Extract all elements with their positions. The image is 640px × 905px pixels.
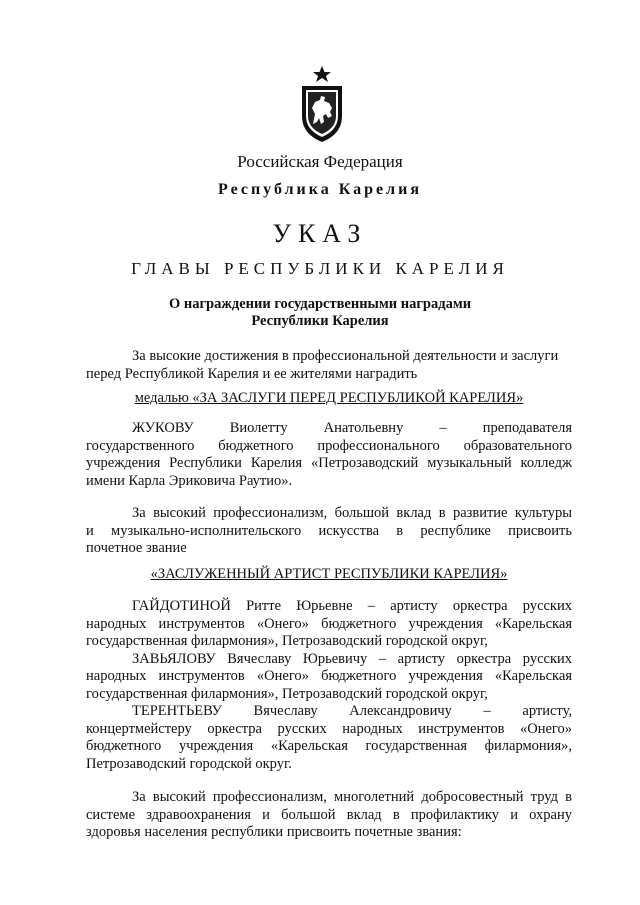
intro-paragraph xyxy=(86,789,572,842)
text-line: бюджетного учреждения «Карельская государственная филармония», xyxy=(86,738,572,754)
intro-paragraph xyxy=(86,505,572,558)
text-line: Петрозаводский городской округ. xyxy=(86,755,292,772)
award-title: медалью «ЗА ЗАСЛУГИ ПЕРЕД РЕСПУБЛИКОЙ КАРЕЛИЯ» xyxy=(134,390,524,406)
awardee-paragraph xyxy=(86,598,572,773)
text-line: ЗАВЬЯЛОВУ Вячеславу Юрьевичу – артисту оркестра русских xyxy=(132,650,572,667)
text-line: учреждения Республики Карелия «Петрозаводский музыкальный колледж xyxy=(86,455,572,471)
intro-paragraph xyxy=(86,348,572,383)
subject-line: О награждении государственными наградами xyxy=(168,296,472,312)
text-line: народных инструментов «Онего» бюджетного учреждения «Карельская xyxy=(86,615,572,632)
text-line: здоровья населения республики присвоить почетные звания: xyxy=(86,824,462,840)
text-line: государственного бюджетного профессионального образовательного xyxy=(86,437,572,454)
award-title: «ЗАСЛУЖЕННЫЙ АРТИСТ РЕСПУБЛИКИ КАРЕЛИЯ» xyxy=(150,566,508,582)
text-line: ЖУКОВУ Виолетту Анатольевну – преподавателя xyxy=(132,420,572,436)
text-line: и музыкально-исполнительского искусства в республике присвоить xyxy=(86,522,572,539)
award-medal xyxy=(86,390,572,407)
text-line: За высокий профессионализм, многолетний добросовестный труд в xyxy=(132,789,572,805)
text-line: государственная филармония», Петрозаводский городской округ, xyxy=(86,633,488,649)
award-honorary-title xyxy=(86,566,572,583)
text-line: государственная филармония», Петрозаводский городской округ, xyxy=(86,685,488,702)
text-line: имени Карла Эриковича Раутио». xyxy=(86,472,293,489)
awardee-paragraph xyxy=(86,420,572,490)
karelia-coat-of-arms-icon xyxy=(297,64,347,144)
head-title: ГЛАВЫ РЕСПУБЛИКИ КАРЕЛИЯ xyxy=(131,259,509,278)
decree-title: УКАЗ xyxy=(272,219,368,248)
text-line: системе здравоохранения и большой вклад в профилактику и охрану xyxy=(86,806,572,823)
text-line: ТЕРЕНТЬЕВУ Вячеславу Александровичу – артисту, xyxy=(132,703,572,719)
text-line: ГАЙДОТИНОЙ Ритте Юрьевне – артисту оркестра русских xyxy=(132,598,572,614)
federation-name: Российская Федерация xyxy=(237,152,403,171)
text-line: За высокий профессионализм, большой вклад в развитие культуры xyxy=(132,505,572,521)
subject-line: Республики Карелия xyxy=(251,313,389,329)
text-line: народных инструментов «Онего» бюджетного учреждения «Карельская xyxy=(86,668,572,684)
text-line: За высокие достижения в профессиональной деятельности и заслуги xyxy=(132,348,559,364)
text-line: перед Республикой Карелия и ее жителями наградить xyxy=(86,365,418,382)
republic-name: Республика Карелия xyxy=(218,181,422,198)
text-line: почетное звание xyxy=(86,540,187,556)
decree-subject xyxy=(0,296,640,330)
text-line: концертмейстеру оркестра русских народных инструментов «Онего» xyxy=(86,720,572,737)
